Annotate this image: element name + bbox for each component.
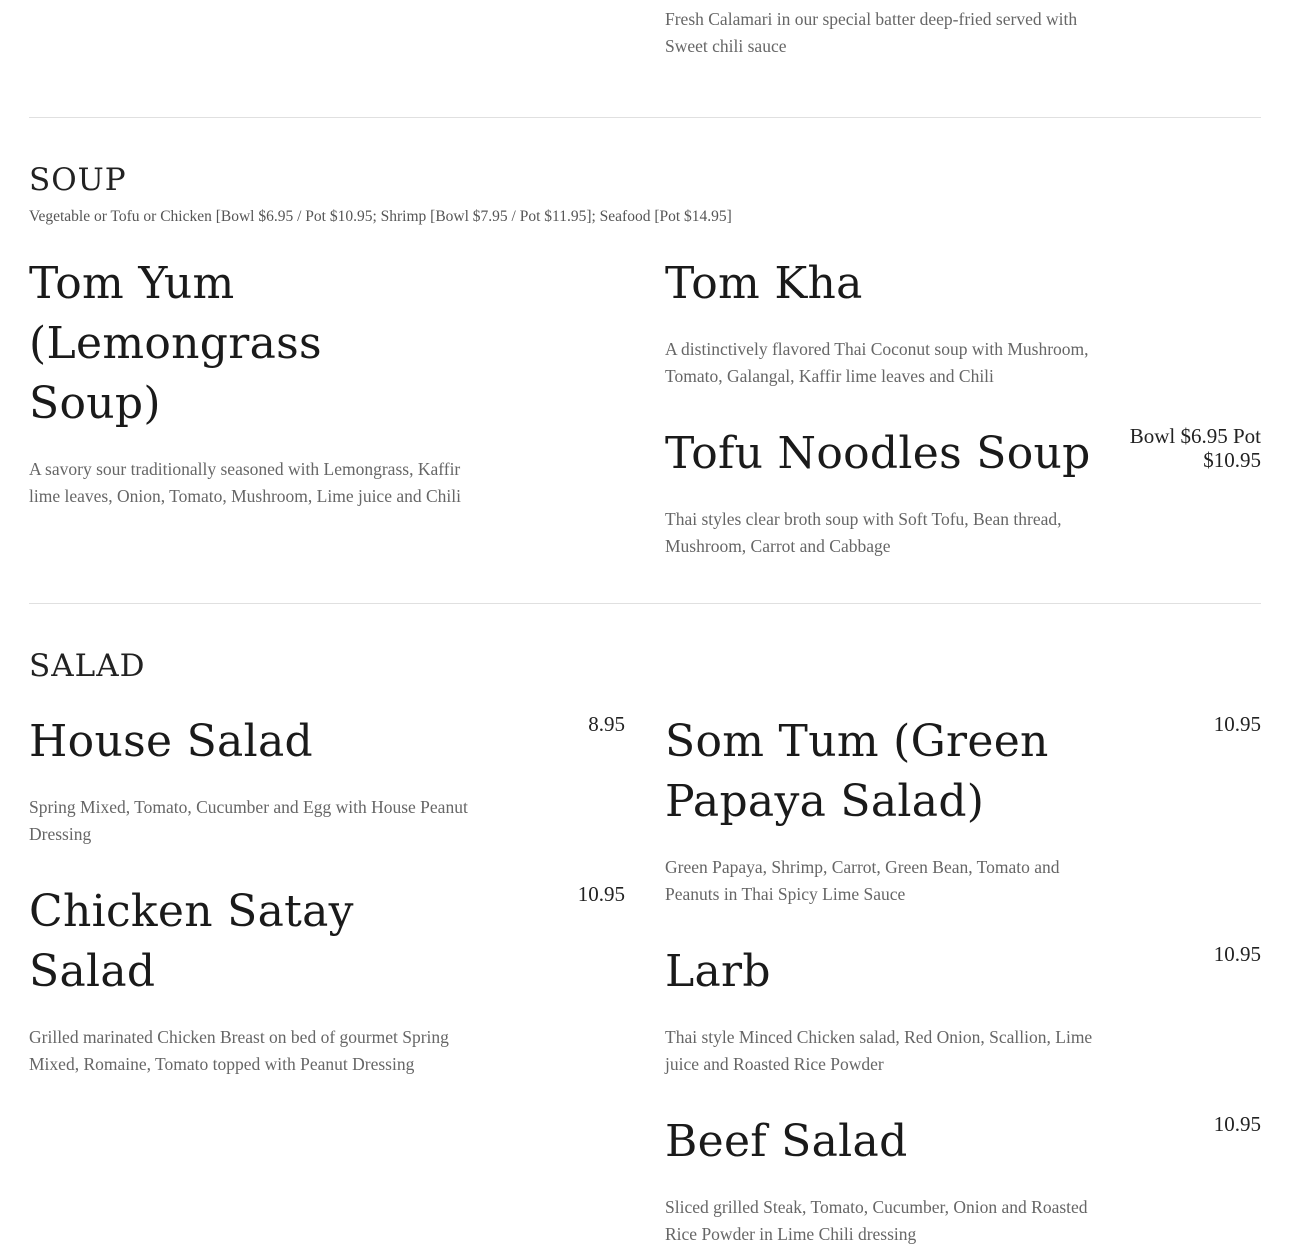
item-price: Bowl $6.95 Pot $10.95 <box>1129 424 1261 472</box>
item-description: Thai styles clear broth soup with Soft Tofu, Bean thread, Mushroom, Carrot and Cabbage <box>665 509 1062 556</box>
item-description: Thai style Minced Chicken salad, Red Onion, Scallion, Lime juice and Roasted Rice Powder <box>665 1027 1093 1074</box>
item-description: A distinctively flavored Thai Coconut soup with Mushroom, Tomato, Galangal, Kaffir lime leaves and Chili <box>665 339 1089 386</box>
menu-item-chicken-satay-salad <box>29 882 625 1078</box>
item-description: Green Papaya, Shrimp, Carrot, Green Bean, Tomato and Peanuts in Thai Spicy Lime Sauce <box>665 857 1060 904</box>
item-name: Chicken Satay Salad <box>29 886 354 997</box>
item-name: Som Tum (Green Papaya Salad) <box>665 716 1049 827</box>
item-price: 10.95 <box>577 882 625 906</box>
soup-pricing-note: Vegetable or Tofu or Chicken [Bowl $6.95 / Pot $10.95; Shrimp [Bowl $7.95 / Pot $11.95]; Seafood [Pot $14.95] <box>29 208 732 225</box>
section-divider <box>29 603 1261 604</box>
item-name: Beef Salad <box>665 1116 908 1167</box>
item-name: Tofu Noodles Soup <box>665 428 1091 479</box>
menu-item-som-tum <box>665 712 1261 908</box>
calamari-item <box>665 6 1261 60</box>
item-description: Spring Mixed, Tomato, Cucumber and Egg with House Peanut Dressing <box>29 797 468 844</box>
menu-item-larb <box>665 942 1261 1078</box>
menu-item-house-salad <box>29 712 625 848</box>
soup-section-title: SOUP <box>29 162 127 198</box>
item-name: Tom Kha <box>665 258 863 309</box>
item-name: Tom Yum (Lemongrass Soup) <box>29 258 322 429</box>
menu-item-beef-salad <box>665 1112 1261 1248</box>
calamari-description: Fresh Calamari in our special batter deep-fried served with Sweet chili sauce <box>665 9 1078 56</box>
item-price: 10.95 <box>1213 712 1261 736</box>
item-description: Sliced grilled Steak, Tomato, Cucumber, Onion and Roasted Rice Powder in Lime Chili dressing <box>665 1197 1088 1244</box>
menu-item-tofu-noodles-soup <box>665 424 1261 560</box>
item-name: House Salad <box>29 716 313 767</box>
item-description: Grilled marinated Chicken Breast on bed of gourmet Spring Mixed, Romaine, Tomato topped with Peanut Dressing <box>29 1027 449 1074</box>
menu-item-tom-kha <box>665 254 1261 390</box>
item-price: 10.95 <box>1213 942 1261 966</box>
item-description: A savory sour traditionally seasoned with Lemongrass, Kaffir lime leaves, Onion, Tomato, Mushroom, Lime juice and Chili <box>29 459 461 506</box>
item-price: 8.95 <box>588 712 625 736</box>
item-name: Larb <box>665 946 771 997</box>
section-divider <box>29 117 1261 118</box>
salad-section-title: SALAD <box>29 648 146 684</box>
menu-item-tom-yum <box>29 254 625 510</box>
item-price: 10.95 <box>1213 1112 1261 1136</box>
